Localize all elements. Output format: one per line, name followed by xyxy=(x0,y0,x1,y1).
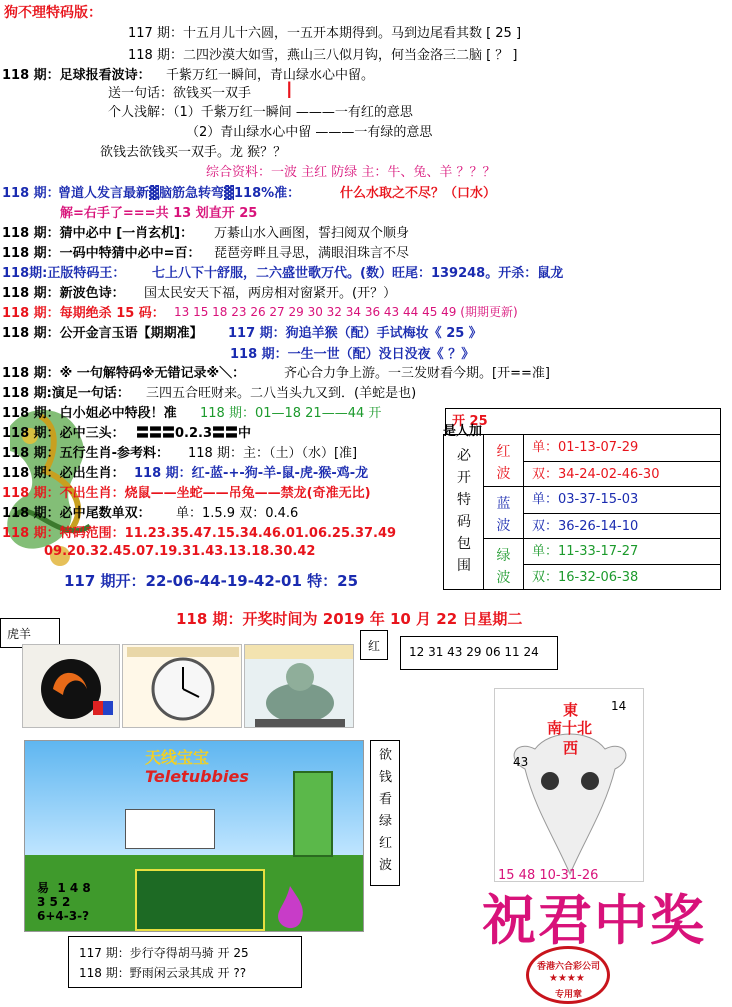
side-char: 包 xyxy=(457,536,471,552)
yinyang-image xyxy=(22,644,120,728)
callout-vertical: 欲 钱 看 绿 红 波 xyxy=(370,740,400,886)
wave-header2: 是人加 xyxy=(443,424,483,439)
blessing-text: 祝君中奖 xyxy=(482,888,706,952)
football-label: 118 期：足球报看波诗： xyxy=(2,68,151,83)
red-double: 双：34-24-02-46-30 xyxy=(524,461,720,486)
teletubbies-title: 天线宝宝 xyxy=(145,748,210,767)
dark-green-panel xyxy=(135,869,265,931)
wave-header: 开 25 xyxy=(452,414,488,429)
blue-single: 单：03-37-15-03 xyxy=(532,492,639,507)
football-ask: 欲钱去欲钱买一双手。龙 猴？？ xyxy=(100,145,287,160)
flame-icon xyxy=(265,881,315,931)
line11-b: 三四五合旺财来。二八当头九又到．(羊蛇是也) xyxy=(146,386,417,401)
line17-a: 118 期：必中尾数单双： xyxy=(2,506,151,521)
line3-a: 118 期：猜中必中 [一肖玄机]： xyxy=(2,226,194,241)
line6-a: 118 期：新波色诗： xyxy=(2,286,125,301)
skull-mid: 南十北 xyxy=(547,719,593,737)
line3-b: 万綦山水入画图，誓扫阅双个顺身 xyxy=(214,226,410,241)
bottom-line-117: 117 期：步行夺得胡马骑 开 25 xyxy=(79,946,249,960)
line6-b: 国太民安天下福，两房相对窗紧开。(开？） xyxy=(144,286,397,301)
stamp-text: 香港六合彩公司 xyxy=(537,962,601,972)
line15-a: 118 期：必出生肖： xyxy=(2,466,125,481)
riddle-117: 117 期：十五月儿十六圆，一五开本期得到。马到边尾看其数 [ 25 ] xyxy=(128,26,522,41)
wave-name-green: 绿 波 xyxy=(484,539,524,589)
callout-red: 红 xyxy=(360,630,388,660)
line12-a: 118 期：白小姐必中特段！准 xyxy=(2,406,177,421)
skull-east: 東 xyxy=(563,701,579,719)
line4-b: 琵琶旁畔且寻思，满眼泪珠言不尽 xyxy=(214,246,410,261)
football-personal2: （2）青山绿水心中留 ———一有绿的意思 xyxy=(186,125,433,140)
line7-a: 118 期：每期绝杀 15 码： xyxy=(2,306,165,321)
side-char: 特 xyxy=(457,492,471,508)
line20: 117 期开：22-06-44-19-42-01 特：25 xyxy=(64,572,359,590)
white-panel xyxy=(125,809,215,849)
blue-double: 双：36-26-14-10 xyxy=(524,513,720,538)
callout-tiger-sheep: 虎羊 xyxy=(0,618,60,648)
line10-b: 齐心合力争上游。一三发财看今期。[开==准] xyxy=(284,366,550,381)
wave-name-red: 红 波 xyxy=(484,435,524,486)
callout-bottom xyxy=(68,936,302,988)
bottom-line-118: 118 期：野雨闲云录其成 开 ?? xyxy=(79,966,247,980)
wave-header-box xyxy=(445,408,721,436)
line10-a: 118 期：※ 一句解特码※无错记录※＼： xyxy=(2,366,246,381)
company-stamp: 香港六合彩公司 ★★★★ 专用章 xyxy=(526,946,610,1004)
line5-a: 118期:正版特码王： xyxy=(2,266,126,281)
green-single: 单：11-33-17-27 xyxy=(532,544,639,559)
line18: 118 期：特码范围：11.23.35.47.15.34.46.01.06.25.37.49 xyxy=(2,526,397,541)
line5-b: 七上八下十舒服，二六盛世歌万代。(数）旺尾：139248。开杀：鼠龙 xyxy=(152,266,564,281)
wave-table xyxy=(443,434,721,590)
side-char: 开 xyxy=(457,470,471,486)
line14-a: 118 期：五行生肖-参考料： xyxy=(2,446,170,461)
draw-time: 118 期：开奖时间为 2019 年 10 月 22 日星期二 xyxy=(176,610,523,628)
line9: 118 期：一生一世（配）没日没夜《 ？》 xyxy=(230,347,475,362)
line11-a: 118 期:演足一句话： xyxy=(2,386,130,401)
cursor-mark: I xyxy=(286,79,293,104)
green-double: 双：16-32-06-38 xyxy=(524,564,720,589)
wave-side-label xyxy=(444,435,484,589)
wave-row-green xyxy=(484,539,720,589)
skull-west: 西 xyxy=(563,739,579,757)
summary: 综合资料：一波 主红 防绿 主：牛、兔、羊 ？？？ xyxy=(206,165,496,180)
football-personal: 个人浅解：（1）千紫万红一瞬间 ———一有红的意思 xyxy=(108,105,413,120)
line15-b: 118 期：红-蓝-+-狗-羊-鼠-虎-猴-鸡-龙 xyxy=(134,466,369,481)
yi-numbers: 易 1 4 8 3 5 2 6+4-3-? xyxy=(37,881,91,923)
buddha-image xyxy=(244,644,354,728)
red-single: 单：01-13-07-29 xyxy=(532,440,639,455)
side-char: 码 xyxy=(457,514,471,530)
line7-b: 13 15 18 23 26 27 29 30 32 34 36 43 44 45 49 (期期更新) xyxy=(174,305,518,319)
line1-b: 曾道人发言最新▓脑筋急转弯▓118%准： xyxy=(58,186,301,201)
skull-image xyxy=(494,688,644,882)
side-char: 围 xyxy=(457,558,471,574)
zodiac-clock-image xyxy=(122,644,242,728)
line8-b: 117 期：狗追羊猴（配）手试梅妆《 25 》 xyxy=(228,326,482,341)
line12-b: 118 期：01—18 21——44 开 xyxy=(200,406,382,421)
skull-num-14: 14 xyxy=(611,699,627,713)
line8-a: 118 期：公开金言玉语【期期准】 xyxy=(2,326,203,341)
line4-a: 118 期：一码中特猜中必中=百： xyxy=(2,246,201,261)
side-char: 必 xyxy=(457,448,471,464)
wave-row-red xyxy=(484,435,720,487)
teletubbies-image xyxy=(24,740,364,932)
callout-numbers: 12 31 43 29 06 11 24 xyxy=(400,636,558,670)
line13-b: 〓〓〓0.2.3〓〓中 xyxy=(136,426,252,441)
football-text: 千紫万红一瞬间，青山绿水心中留。 xyxy=(166,68,375,83)
line16: 118 期：不出生肖：烧鼠——坐蛇——吊兔——禁龙(奇准无比) xyxy=(2,486,371,501)
stamp-sub: 专用章 xyxy=(555,990,583,1000)
line19: 09.20.32.45.07.19.31.43.13.18.30.42 xyxy=(44,544,316,559)
riddle-118: 118 期：二四沙漠大如雪，燕山三八似月钩，何当金洛三二脑 [ ？ ] xyxy=(128,48,518,63)
football-one-line: 送一句话：欲钱买一双手 xyxy=(108,86,252,101)
wave-row-blue xyxy=(484,487,720,539)
green-panel xyxy=(293,771,333,857)
line1-c: 什么水取之不尽？（口水） xyxy=(340,186,497,201)
line14-b: 118 期：主：（土）（水）[准] xyxy=(188,446,358,461)
line1-a: 118 期： xyxy=(2,186,60,201)
skull-num-43: 43 xyxy=(513,755,529,769)
wave-name-blue: 蓝 波 xyxy=(484,487,524,538)
line2: 解=右手了===共 13 划直开 25 xyxy=(60,206,258,221)
line17-b: 单：1.5.9 双：0.4.6 xyxy=(176,506,299,521)
line13-a: 118 期：必中三头： xyxy=(2,426,125,441)
page-title: 狗不理特码版： xyxy=(4,5,102,21)
teletubbies-logo: Teletubbies xyxy=(145,767,249,786)
skull-bottom-nums: 15 48 10-31-26 xyxy=(498,868,599,883)
